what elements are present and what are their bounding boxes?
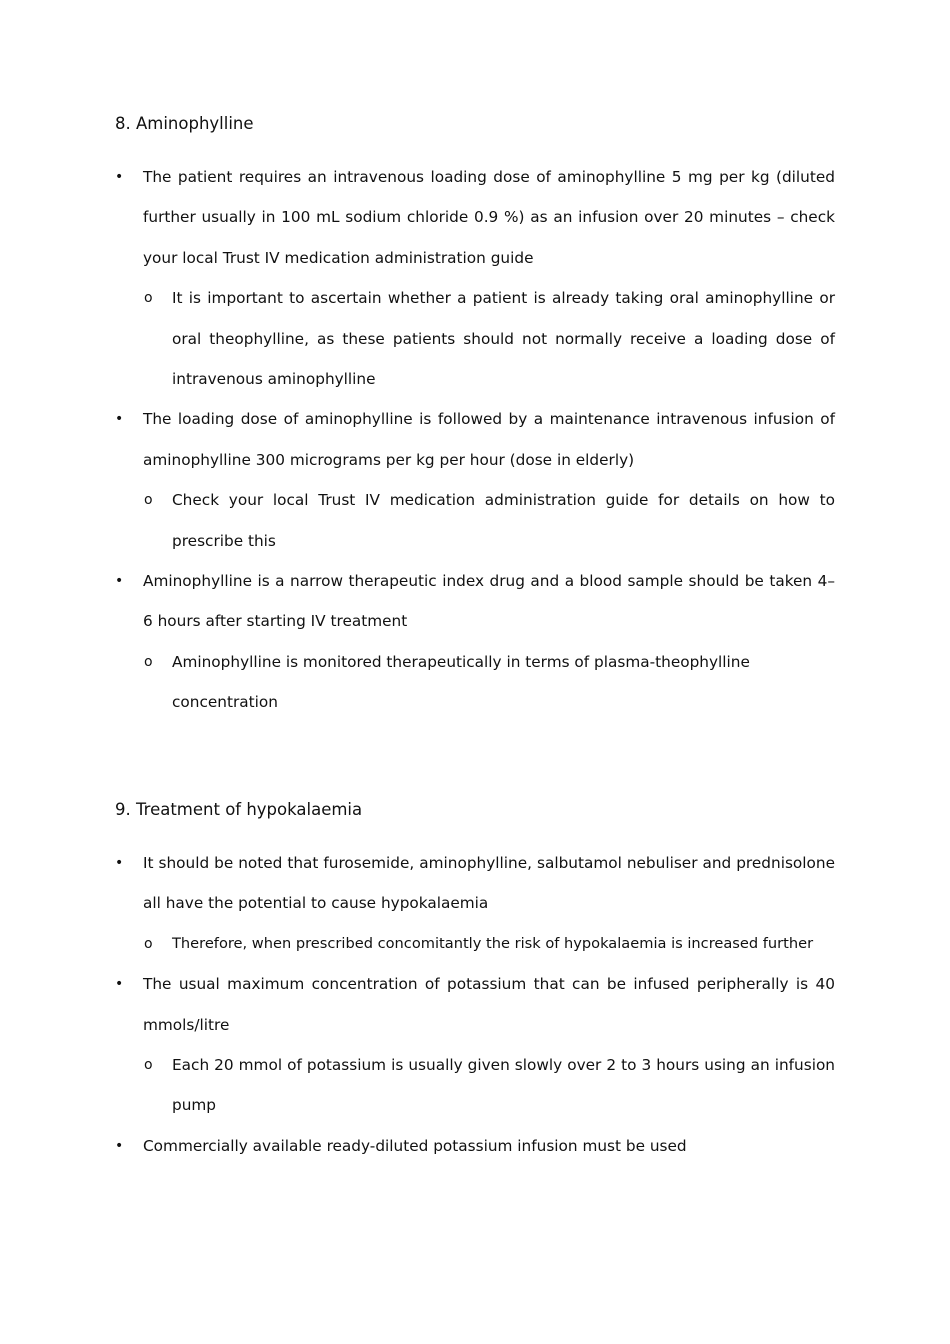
list-item (115, 561, 835, 642)
sub-list-item (115, 278, 835, 399)
sub-bullet-list (115, 480, 835, 561)
sub-list-item (115, 642, 835, 723)
sub-list-item-text: It is important to ascertain whether a patient is already taking oral aminophylline or oral theophylline, as these patients should not normally receive a loading dose of intravenous aminophylline (172, 289, 835, 389)
bullet-icon: • (115, 855, 124, 871)
list-item-text: It should be noted that furosemide, aminophylline, salbutamol nebuliser and prednisolone all have the potential to cause hypokalaemia (143, 854, 835, 913)
sub-list-item (115, 480, 835, 561)
bullet-icon: • (115, 169, 124, 185)
list-item (115, 399, 835, 480)
bullet-icon: • (115, 411, 124, 428)
list-item-text: The patient requires an intravenous loading dose of aminophylline 5 mg per kg (diluted further usually in 100 mL sodium chloride 0.9 %) as an infusion over 20 minutes – check your local Trust IV medication administration guide (143, 168, 835, 267)
bullet-list (115, 843, 835, 1166)
bullet-icon: • (115, 1137, 124, 1154)
sub-bullet-list (115, 642, 835, 723)
bullet-list (115, 157, 835, 723)
sub-list-item-text: Therefore, when prescribed concomitantly the risk of hypokalaemia is increased further (172, 934, 814, 952)
section-heading: 8. Aminophylline (115, 114, 254, 133)
list-item-text: The usual maximum concentration of potassium that can be infused peripherally is 40 mmols/litre (143, 975, 835, 1034)
sublist-wrapper (115, 924, 835, 964)
sub-bullet-icon: o (144, 492, 153, 509)
list-item-text: Aminophylline is a narrow therapeutic index drug and a blood sample should be taken 4–6 hours after starting IV treatment (143, 572, 835, 631)
list-item (115, 1126, 835, 1166)
sub-list-item-text: Aminophylline is monitored therapeutically in terms of plasma-theophylline concentration (172, 652, 750, 712)
sublist-wrapper (115, 642, 835, 723)
sub-bullet-icon: o (144, 1057, 153, 1074)
sub-list-item-text: Each 20 mmol of potassium is usually given slowly over 2 to 3 hours using an infusion pump (172, 1056, 835, 1115)
sub-bullet-list (115, 278, 835, 399)
section-aminophylline (115, 113, 835, 723)
sub-bullet-icon: o (144, 935, 153, 952)
sublist-wrapper (115, 1045, 835, 1126)
sub-bullet-list (115, 924, 835, 964)
list-item (115, 843, 835, 924)
sublist-wrapper (115, 480, 835, 561)
sub-bullet-icon: o (144, 290, 153, 307)
sub-list-item (115, 924, 835, 964)
sub-list-item (115, 1045, 835, 1126)
sublist-wrapper (115, 278, 835, 399)
bullet-icon: • (115, 573, 124, 590)
list-item-text: The loading dose of aminophylline is followed by a maintenance intravenous infusion of aminophylline 300 micrograms per kg per hour (dose in elderly) (143, 410, 835, 469)
list-item (115, 157, 835, 278)
sub-bullet-list (115, 1045, 835, 1126)
sub-bullet-icon: o (144, 653, 153, 670)
section-heading: 9. Treatment of hypokalaemia (115, 800, 363, 819)
section-hypokalaemia (115, 799, 835, 1166)
list-item (115, 964, 835, 1045)
list-item-text: Commercially available ready-diluted potassium infusion must be used (143, 1136, 687, 1155)
sub-list-item-text: Check your local Trust IV medication administration guide for details on how to prescribe this (172, 491, 835, 550)
bullet-icon: • (115, 976, 124, 993)
